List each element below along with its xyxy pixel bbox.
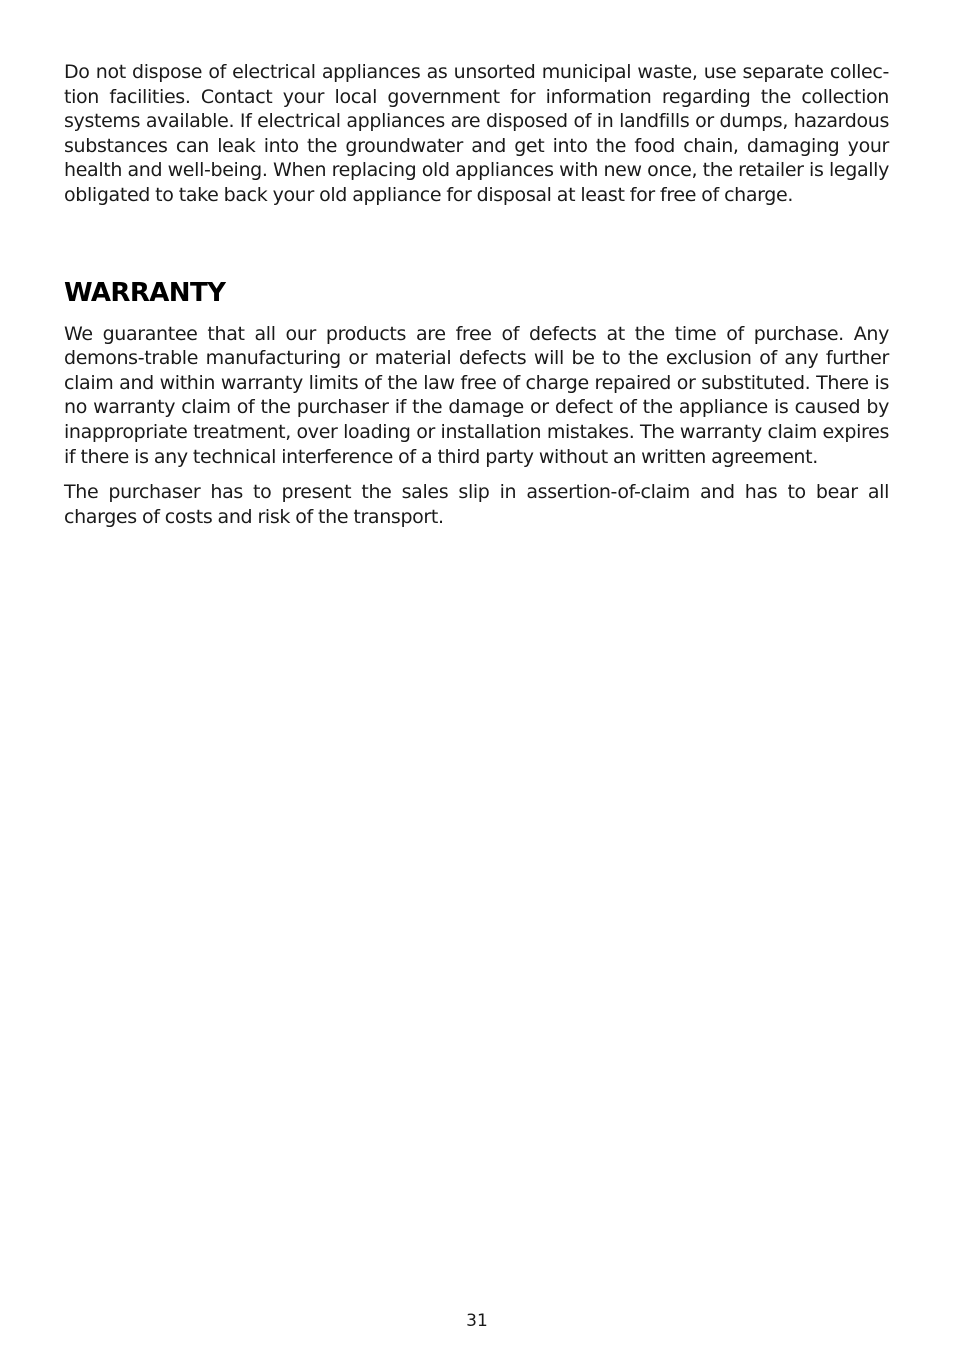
- disposal-paragraph: Do not dispose of electrical appliances as unsorted municipal waste, use separate collec-tion facilities. Contact your local government for information regarding the collection systems available. If electrical appliances are disposed of in landfills or dumps, hazardous substances can leak into the groundwater and get into the food chain, damaging your health and well-being. When replacing old appliances with new once, the retailer is legally obligated to take back your old appliance for disposal at least for free of charge.: [64, 61, 889, 206]
- warranty-paragraph-1: We guarantee that all our products are free of defects at the time of purchase. Any demons-trable manufacturing or material defects will be to the exclusion of any further claim and within warranty limits of the law free of charge repaired or substituted. There is no warranty claim of the purchaser if the damage or defect of the appliance is caused by inappropriate treatment, over loading or installation mistakes. The warranty claim expires if there is any technical interference of a third party without an written agreement.: [64, 322, 889, 468]
- warranty-heading: WARRANTY: [64, 277, 226, 308]
- warranty-paragraph-2: The purchaser has to present the sales slip in assertion-of-claim and has to bear all charges of costs and risk of the transport.: [64, 481, 889, 528]
- page-number: 31: [466, 1311, 488, 1331]
- document-page: [64, 60, 889, 529]
